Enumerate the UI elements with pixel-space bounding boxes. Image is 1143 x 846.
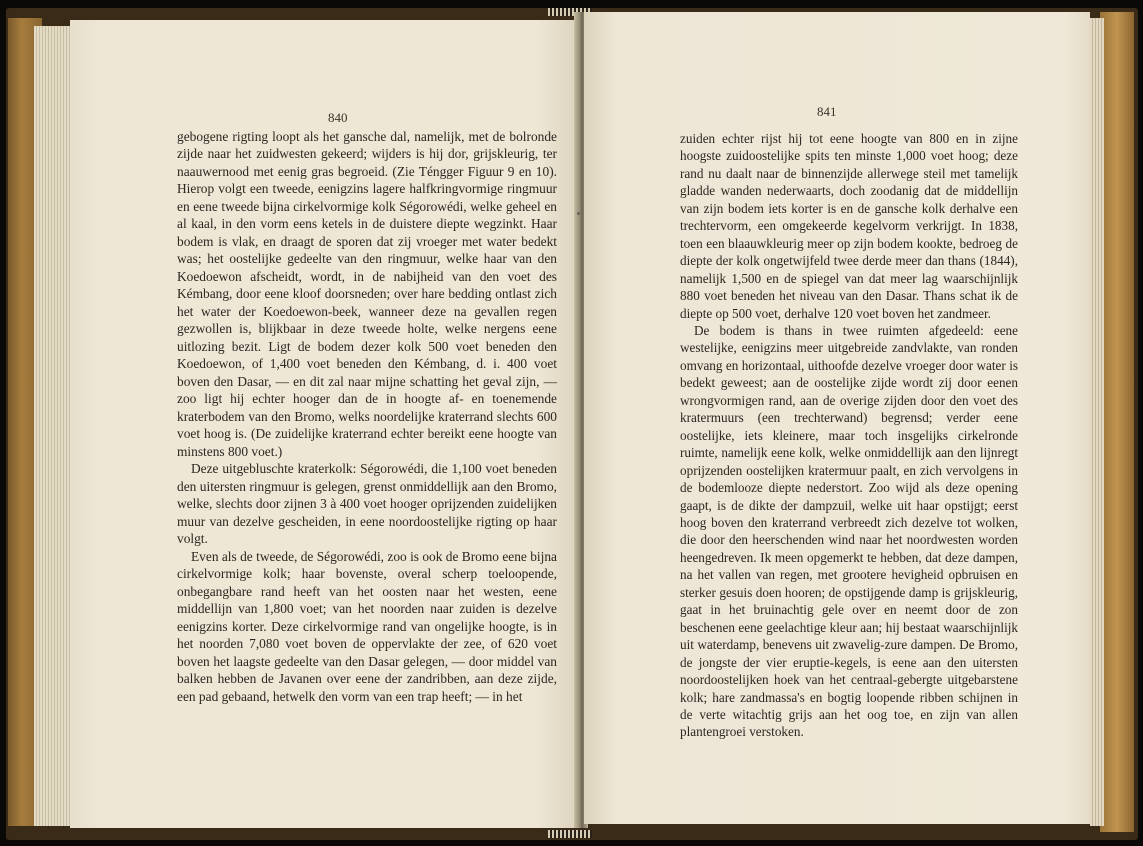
left-page — [70, 20, 578, 828]
right-page-body — [680, 130, 1018, 741]
book-cover-right — [1100, 12, 1134, 832]
binding-stitch-bottom — [548, 830, 592, 838]
gutter-mark — [577, 212, 580, 215]
left-paragraph-2: Deze uitgebluschte kraterkolk: Ségorowédi, die 1,100 voet beneden den uitersten ringmuur is gelegen, grenst onmiddellijk aan den Bromo, welke, slechts door zijnen 3 à 400 voet hooger oprijzenden zuidelijken muur van dezelve gescheiden, in eene noordoostelijke rigting op haar volgt. — [177, 461, 557, 547]
left-page-number: 840 — [328, 110, 348, 125]
right-paragraph-1: zuiden echter rijst hij tot eene hoogte van 800 en in zijne hoogste zuidoostelijke spits ten minste 1,000 voet hoog; deze rand nu daalt naar de binnenzijde allerwege steil met tamelijk gladde wanden nederwaarts, doch zoodanig dat de middellijn van zijn bodem iets korter is en de gansche kolk derhalve een trechtervorm, een omgekeerde kegelvorm verkrijgt. In 1838, toen een blaauwkleurig meer op zijn bodem kookte, bedroeg de diepte der kolk ongetwijfeld twee derde meer dan thans (1844), namelijk 1,500 en de spiegel van dat meer lag waarschijnlijk 880 voet beneden het niveau van den Dasar. Thans schat ik de diepte op 500 voet, derhalve 120 voet boven het zandmeer. — [680, 131, 1018, 321]
right-page — [584, 12, 1090, 824]
right-page-number: 841 — [817, 104, 837, 119]
left-paragraph-1: gebogene rigting loopt als het gansche dal, namelijk, met de bolronde zijde naar het zuidwesten gekeerd; wijders is hij dor, grijskleurig, ter naauwernood met eenig gras begroeid. (Zie Téngger Figuur 9 en 10). Hierop volgt een tweede, eenigzins lagere halfkringvormige ringmuur en eene tweede bijna cirkelvormige kolk Ségorowédi, welke geheel en al kaal, in den vorm eens ketels in de duistere diepte wegzinkt. Haar bodem is vlak, en draagt de sporen dat zij vroeger met water bedekt was; het oostelijke gedeelte van den ringmuur, welke haar van den Koedoewon afscheidt, wordt, in de nabijheid van den voet des Kémbang, door eene kloof doorsneden; over hare bedding ontlast zich het water der Koedoewon-beek, wanneer deze na gevallen regen gezwollen is, blijkbaar in deze tweede holte, welke nergens eene uitlozing bezit. Ligt de bodem dezer kolk 500 voet beneden den Koedoewon, of 1,400 voet beneden den Kémbang, d. i. 400 voet boven den Dasar, — en dit zal naar mijne schatting het geval zijn, — zoo ligt hij echter hooger dan de in hoogte af- en toenemende kraterbodem van den Bromo, welks noordelijke kraterrand slechts 600 voet hoog is. (De zuidelijke kraterrand echter bereikt eene hoogte van minstens 800 voet.) — [177, 129, 557, 459]
left-page-body — [177, 128, 557, 705]
left-paragraph-3: Even als de tweede, de Ségorowédi, zoo is ook de Bromo eene bijna cirkelvormige kolk; haar bovenste, overal scherp toeloopende, onbegangbare rand heeft van het oosten naar het westen, eene middellijn van 1,800 voet; van het noorden naar zuiden is dezelve eenigzins korter. Deze cirkelvormige rand van ongelijke hoogte, is in het noorden 7,080 voet boven de oppervlakte der zee, of 620 voet boven het laagste gedeelte van den Dasar gelegen, — door middel van balken hebben de Javanen over eene der zandribben, aan deze zijde, een pad gebaand, hetwelk den vorm van een trap heeft; — in het — [177, 548, 557, 704]
page-edges-right — [1090, 18, 1104, 826]
right-paragraph-2: De bodem is thans in twee ruimten afgedeeld: eene westelijke, eenigzins meer uitgebreide zandvlakte, van ronden omvang en horizontaal, uithoofde dezelve vroeger door water is bedekt geweest; aan de oostelijke zijde wordt zij door eenen wrongvormigen rand, aan de overige zijden door den voet des kratermuurs (een trechterwand) begrensd; verder eene oostelijke, iets kleinere, maar toch insgelijks cirkelronde ruimte, namelijk eene kolk, welke onmiddellijk aan den lijnregt oprijzenden oostelijken kratermuur paalt, en zich vervolgens in de bodemlooze diepte nederstort. Zoo wijd als deze opening gaapt, is de dikte der dampzuil, welke uit haar opstijgt; eerst hoog boven den kraterrand verbreedt zich dezelve tot wolken, die door den heerschenden wind naar het noordwesten worden heengedreven. Ik meen opgemerkt te hebben, dat deze dampen, na het vallen van regen, met grootere hevigheid opbruisen en sterker gesuis doen hooren; de opstijgende damp is grijskleurig, gaat in het bruinachtig gele over en neemt door de zon beschenen eene geelachtige kleur aan; hij bestaat waarschijnlijk uit waterdamp, benevens uit zwavelig-zure dampen. De Bromo, de jongste der vier eruptie-kegels, is eene aan den uitersten noordoostelijken hoek van het centraal-gebergte uitgebarstene kolk; hare zandmassa's en bogtig loopende ribben schijnen in de verte witachtig grijs aan het oog toe, en zijn van allen plantengroei verstoken. — [680, 322, 1018, 740]
